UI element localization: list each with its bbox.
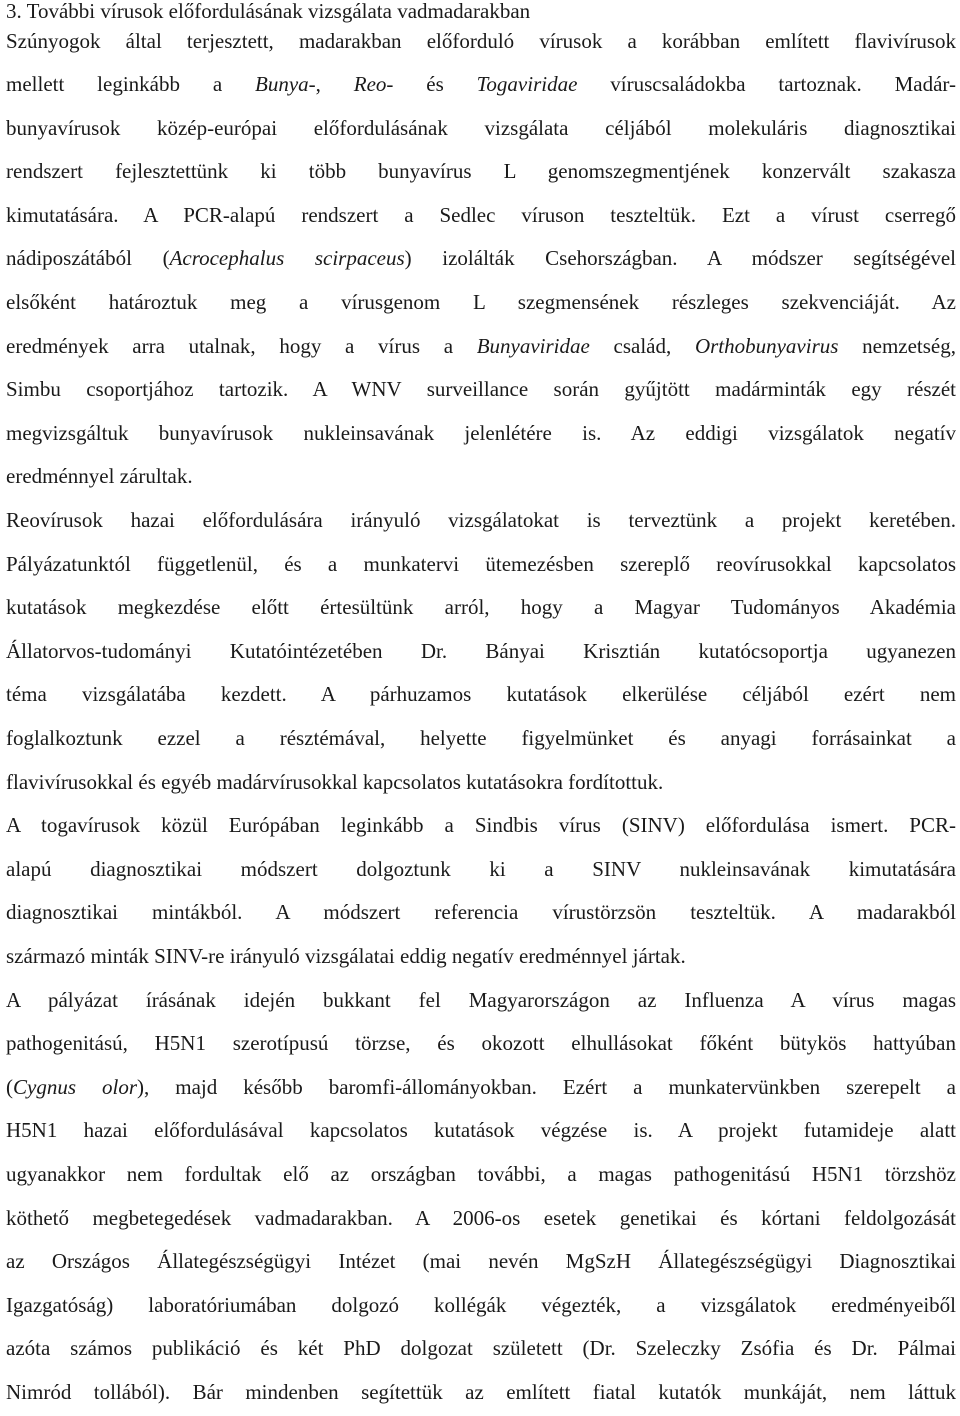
text-line xyxy=(0,107,960,151)
text-run: eredménnyel zárultak. xyxy=(6,464,193,489)
text-run: diagnosztikai mintákból. A módszert referencia vírustörzsön teszteltük. A madarakból xyxy=(6,900,956,925)
paragraph xyxy=(0,979,960,1415)
text-run: , xyxy=(315,72,354,97)
text-line xyxy=(0,194,960,238)
text-line xyxy=(0,1284,960,1328)
text-run: mellett leginkább a xyxy=(6,72,256,97)
text-run: azóta számos publikáció és két PhD dolgozat született (Dr. Szeleczky Zsófia és Dr. Pálmai xyxy=(6,1336,956,1361)
text-run: víruscsaládokba tartoznak. Madár- xyxy=(577,72,957,97)
text-line xyxy=(0,673,960,717)
text-line xyxy=(0,630,960,674)
text-line xyxy=(0,63,960,107)
text-run: kimutatására. A PCR-alapú rendszert a Sedlec víruson teszteltük. Ezt a vírust cserregő xyxy=(6,202,956,227)
text-run: flavivírusokkal és egyéb madárvírusokkal kapcsolatos kutatásokra fordítottuk. xyxy=(6,769,664,794)
text-run: származó minták SINV-re irányuló vizsgálatai eddig negatív eredménnyel jártak. xyxy=(6,944,686,969)
text-line xyxy=(0,1022,960,1066)
text-run: A pályázat írásának idején bukkant fel Magyarországon az Influenza A vírus magas xyxy=(6,987,956,1012)
text-line xyxy=(0,1371,960,1415)
text-line xyxy=(0,1197,960,1241)
text-run: és xyxy=(393,72,477,97)
text-line xyxy=(0,1153,960,1197)
text-run: Állatorvos-tudományi Kutatóintézetében Dr. Bányai Krisztián kutatócsoportja ugyanezen xyxy=(6,638,956,663)
text-line xyxy=(0,935,960,979)
paragraph xyxy=(0,20,960,500)
section-heading: 3. További vírusok előfordulásának vizsgálata vadmadarakban xyxy=(6,0,531,23)
italic-term: Reo- xyxy=(353,72,394,97)
text-line xyxy=(0,761,960,805)
text-line xyxy=(0,1240,960,1284)
text-run: kutatások megkezdése előtt értesültünk arról, hogy a Magyar Tudományos Akadémia xyxy=(6,595,956,620)
text-line xyxy=(0,281,960,325)
text-line xyxy=(0,1109,960,1153)
text-line xyxy=(0,804,960,848)
text-run: pathogenitású, H5N1 szerotípusú törzse, és okozott elhullásokat főként bütykös hattyúban xyxy=(6,1031,956,1056)
text-run: nemzetség, xyxy=(838,333,956,358)
italic-term: Cygnus olor xyxy=(13,1074,137,1099)
text-line xyxy=(0,1327,960,1371)
italic-term: Orthobunyavirus xyxy=(694,333,839,358)
text-run: bunyavírusok közép-európai előfordulásának vizsgálata céljából molekuláris diagnosztikai xyxy=(6,115,956,140)
text-line xyxy=(0,1066,960,1110)
text-line xyxy=(0,20,960,64)
text-line xyxy=(0,237,960,281)
text-run: A togavírusok közül Európában leginkább a Sindbis vírus (SINV) előfordulása ismert. PCR- xyxy=(6,813,956,838)
text-run: foglalkoztunk ezzel a résztémával, helyette figyelmünket és anyagi forrásainkat a xyxy=(6,726,956,751)
text-line xyxy=(0,325,960,369)
italic-term: Bunya- xyxy=(255,72,316,97)
text-run: alapú diagnosztikai módszert dolgoztunk ki a SINV nukleinsavának kimutatására xyxy=(6,856,956,881)
text-run: elsőként határoztuk meg a vírusgenom L szegmensének részleges szekvenciáját. Az xyxy=(6,290,956,315)
text-line xyxy=(0,717,960,761)
text-run: ( xyxy=(6,1074,13,1099)
text-line xyxy=(0,891,960,935)
text-run: köthető megbetegedések vadmadarakban. A 2006-os esetek genetikai és kórtani feldolgozását xyxy=(6,1205,956,1230)
text-run: rendszert fejlesztettünk ki több bunyavírus L genomszegmentjének konzervált szakasza xyxy=(6,159,956,184)
text-line xyxy=(0,412,960,456)
text-line xyxy=(0,543,960,587)
text-run: Szúnyogok által terjesztett, madarakban előforduló vírusok a korábban említett flavivírusok xyxy=(6,28,956,53)
paragraph xyxy=(0,499,960,804)
italic-term: Togaviridae xyxy=(476,72,578,97)
text-run: ) izolálták Csehországban. A módszer segítségével xyxy=(404,246,956,271)
text-line xyxy=(0,455,960,499)
text-run: megvizsgáltuk bunyavírusok nukleinsavának jelenlétére is. Az eddigi vizsgálatok negatív xyxy=(6,420,956,445)
text-line xyxy=(0,150,960,194)
text-line xyxy=(0,368,960,412)
text-run: eredmények arra utalnak, hogy a vírus a xyxy=(6,333,477,358)
text-line xyxy=(0,499,960,543)
text-run: Pályázatunktól függetlenül, és a munkatervi ütemezésben szereplő reovírusokkal kapcsolatos xyxy=(6,551,956,576)
text-run: Igazgatóság) laboratóriumában dolgozó kollégák végezték, a vizsgálatok eredményeiből xyxy=(6,1292,956,1317)
paragraph xyxy=(0,804,960,978)
text-run: Nimród tollából). Bár mindenben segítettük az említett fiatal kutatók munkáját, nem láttuk xyxy=(6,1380,956,1405)
text-line xyxy=(0,848,960,892)
text-line xyxy=(0,979,960,1023)
text-run: ), majd később baromfi-állományokban. Ezért a munkatervünkben szerepelt a xyxy=(137,1074,956,1099)
italic-term: Bunyaviridae xyxy=(476,333,590,358)
text-run: Simbu csoportjához tartozik. A WNV surveillance során gyűjtött madárminták egy részét xyxy=(6,377,956,402)
text-run: az Országos Állategészségügyi Intézet (mai nevén MgSzH Állategészségügyi Diagnosztikai xyxy=(6,1249,956,1274)
text-run: téma vizsgálatába kezdett. A párhuzamos kutatások elkerülése céljából ezért nem xyxy=(6,682,956,707)
text-run: nádiposzátából ( xyxy=(6,246,170,271)
text-run: ugyanakkor nem fordultak elő az országban további, a magas pathogenitású H5N1 törzshöz xyxy=(6,1162,956,1187)
text-line xyxy=(0,586,960,630)
text-run: Reovírusok hazai előfordulására irányuló vizsgálatokat is terveztünk a projekt keretében. xyxy=(6,508,956,533)
text-run: család, xyxy=(589,333,695,358)
text-run: H5N1 hazai előfordulásával kapcsolatos kutatások végzése is. A projekt futamideje alatt xyxy=(6,1118,956,1143)
italic-term: Acrocephalus scirpaceus xyxy=(169,246,405,271)
